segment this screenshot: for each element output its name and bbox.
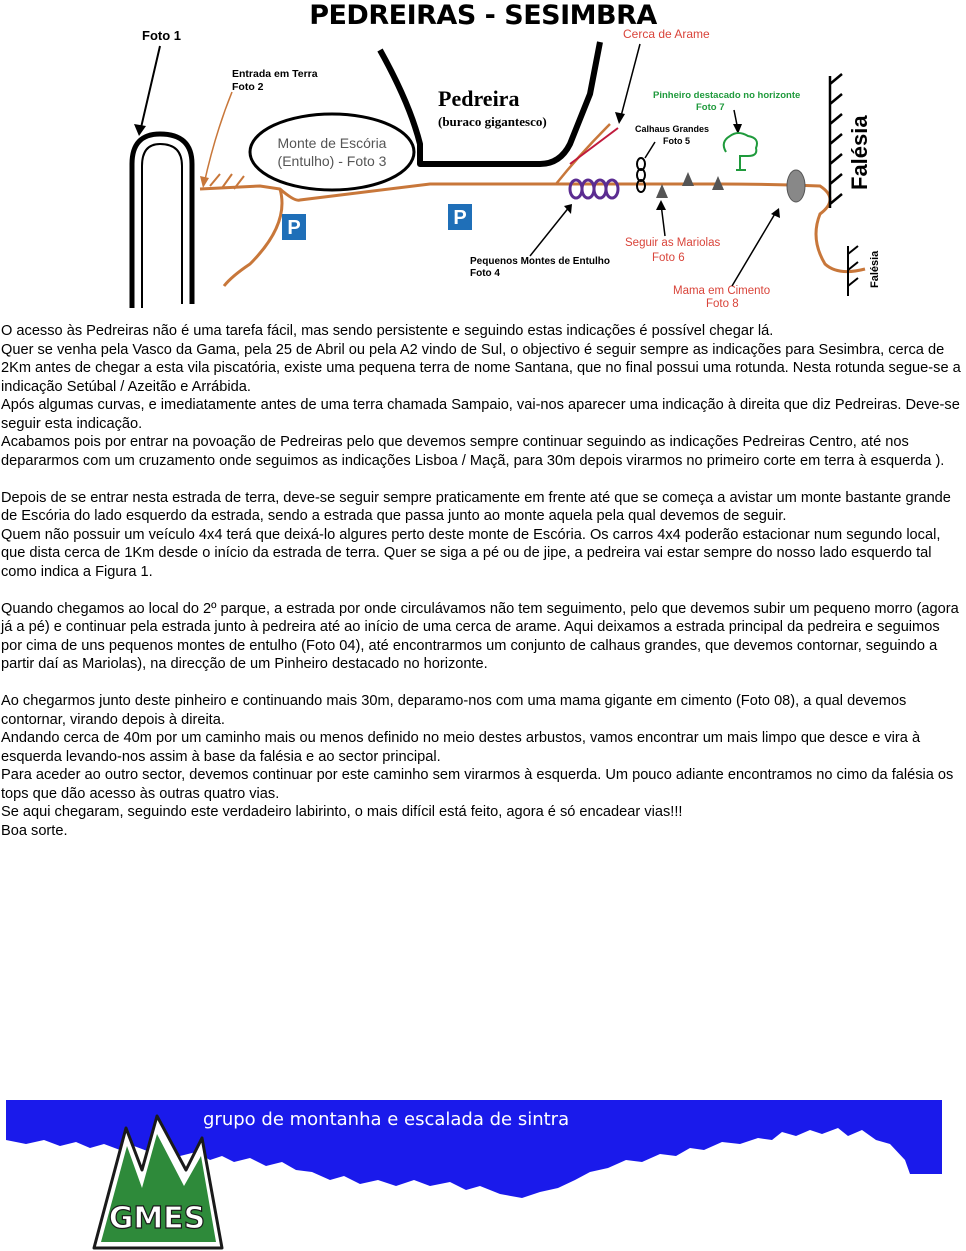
pedreira-title: Pedreira [438, 86, 520, 111]
mariolas-label-line1: Seguir as Mariolas [625, 237, 721, 249]
mariolas-label-line2: Foto 6 [652, 252, 685, 264]
paragraph: Quem não possuir um veículo 4x4 terá que deixá-lo algures perto deste monte de Escória. Os carros 4x4 poderão estacionar num segundo local, que dista cerca de 1Km desde o início da estrada de terra. Quer se siga a pé ou de jipe, a pedreira vai estar sempre do nosso lado esquerdo tal como indica a Figura 1. [1, 526, 941, 580]
paragraph: Andando cerca de 40m por um caminho mais ou menos definido no meio destes arbustos, vamos encontrar um mais limpo que desce e vira à esquerda levando-nos assim à base da falésia e ao sector principal. [1, 730, 921, 765]
pequenos-arrow [530, 206, 570, 256]
calhaus-arrow [645, 142, 655, 158]
page-title: PEDREIRAS - SESIMBRA [309, 0, 657, 31]
monte-label-line1: Monte de Escória [277, 135, 387, 151]
paragraph: Após algumas curvas, e imediatamente antes de uma terra chamada Sampaio, vai-nos aparecer uma indicação à direita que diz Pedreiras. Deve-se seguir esta indicação. [1, 397, 960, 432]
paragraph: Depois de se entrar nesta estrada de terra, deve-se seguir sempre praticamente em frente até que se começa a avistar um monte bastante grande de Escória do lado esquerdo da estrada, sendo a estrada que passa junto ao monte aquela pela qual devemos de seguir. [1, 489, 951, 524]
falesia-small-label: Falésia [869, 250, 881, 288]
paragraph: Quer se venha pela Vasco da Gama, pela 25 de Abril ou pela A2 vindo de Sul, o objectivo é seguir sempre as indicações para Sesimbra, cerca de 2Km antes de chegar a esta vila piscatória, existe uma pequena terra de nome Santana, que no final possui uma rotunda. Nesta rotunda segue-se a indicação Setúbal / Azeitão e Arrábida. [1, 341, 961, 395]
mariola-1 [682, 172, 694, 186]
foto1-arrowhead [134, 124, 146, 136]
access-map [120, 24, 890, 308]
calhaus-label-line1: Calhaus Grandes [635, 124, 710, 134]
banner-tagline: grupo de montanha e escalada de sintra [203, 1109, 570, 1130]
concrete-mound [787, 170, 805, 202]
mama-arrow [732, 212, 776, 286]
cerca-label: Cerca de Arame [623, 27, 710, 41]
pinheiro-label-line2: Foto 7 [696, 102, 725, 113]
falesia-big-label: Falésia [847, 115, 872, 190]
foto1-label: Foto 1 [142, 28, 181, 43]
paragraph: O acesso às Pedreiras não é uma tarefa fácil, mas sendo persistente e seguindo estas indicações é possível chegar lá. [1, 323, 774, 339]
mama-label-line1: Mama em Cimento [673, 285, 771, 297]
entrada-label-line2: Foto 2 [232, 81, 264, 93]
paragraph: Para aceder ao outro sector, devemos continuar por este caminho sem virarmos à esquerda. Um pouco adiante encontramos no cimo da falésia os tops que dão acesso às outras quatro vias. [1, 767, 954, 802]
paragraph: Se aqui chegaram, seguindo este verdadeiro labirinto, o mais difícil está feito, agora é só encadear vias!!! [1, 804, 683, 820]
cerca-arrow [620, 44, 640, 120]
logo-text: GMES [108, 1201, 206, 1236]
paragraph-gap [1, 470, 963, 489]
paragraph-gap [1, 581, 963, 600]
entrada-arrow [204, 92, 232, 184]
parking-sign-2-label: P [453, 207, 467, 229]
boulders [637, 158, 645, 192]
paragraph: Ao chegarmos junto deste pinheiro e continuando mais 30m, deparamo-nos com uma mama gigante em cimento (Foto 08), a qual devemos contornar, virando depois à direita. [1, 693, 907, 728]
pinheiro-label-line1: Pinheiro destacado no horizonte [653, 90, 801, 101]
monte-label-line2: (Entulho) - Foto 3 [277, 153, 387, 169]
entrance-inner [142, 144, 182, 308]
calhaus-label-line2: Foto 5 [663, 136, 690, 146]
paragraph-gap [1, 674, 963, 693]
pine-tree [724, 133, 757, 170]
directions-text [1, 322, 963, 840]
entrada-label-line1: Entrada em Terra [232, 68, 318, 80]
foto1-arrow [140, 46, 160, 132]
road-branch [224, 189, 282, 286]
paragraph: Boa sorte. [1, 822, 68, 839]
paragraph: Quando chegamos ao local do 2º parque, a estrada por onde circulávamos não tem seguimento, pelo que devemos subir um pequeno morro (agora já a pé) e continuar pela estrada junto à pedreira até ao início de uma cerca de arame. Aqui deixamos a estrada principal da pedreira e seguimos por cima de uns pequenos montes de entulho (Foto 04), até encontrarmos um conjunto de calhaus grandes, que devemos contornar, seguindo a partir daí as Mariolas), na direcção de um Pinheiro destacado no horizonte. [1, 600, 959, 672]
cliff-line-top [830, 74, 842, 208]
cerca-arrowhead [615, 112, 625, 124]
parking-sign-1-label: P [287, 217, 301, 239]
entrada-arrowhead [200, 176, 209, 188]
pequenos-label-line1: Pequenos Montes de Entulho [470, 256, 611, 267]
pedreira-subtitle: (buraco gigantesco) [438, 114, 547, 129]
mariola-3 [656, 184, 668, 198]
pequenos-label-line2: Foto 4 [470, 268, 500, 279]
mama-arrowhead [771, 208, 780, 218]
gmes-banner [0, 1100, 966, 1251]
mariolas-arrowhead [656, 200, 666, 210]
monte-escoria-ellipse [250, 114, 414, 190]
paragraph: Acabamos pois por entrar na povoação de Pedreiras pelo que devemos sempre continuar seguindo as indicações Pedreiras Centro, até nos depararmos com um cruzamento onde seguimos as indicações Lisboa / Maçã, para 30m depois virarmos no primeiro corte em terra à esquerda ). [1, 434, 945, 469]
mama-label-line2: Foto 8 [706, 298, 739, 308]
